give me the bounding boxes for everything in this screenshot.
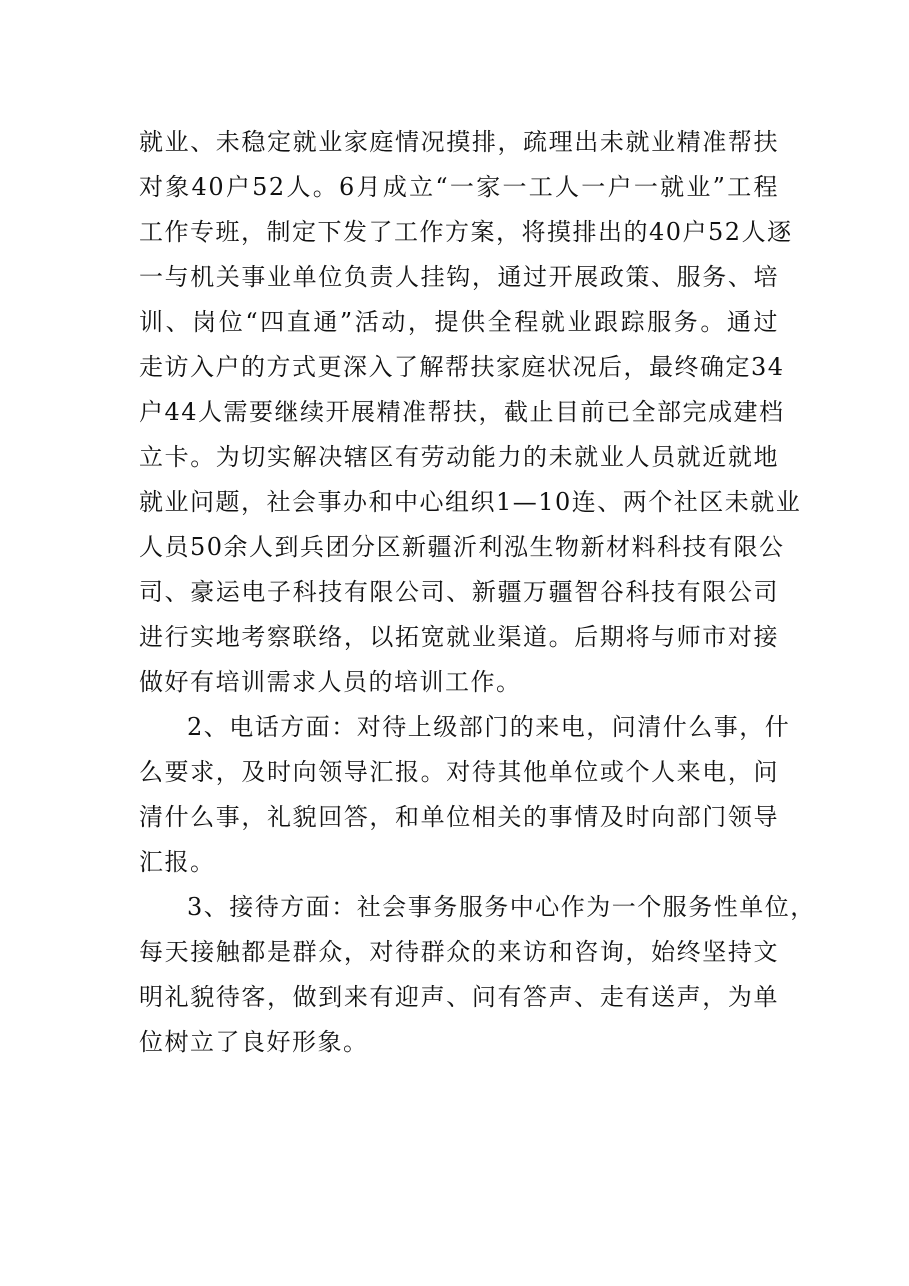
text-line: 就业问题，社会事办和中心组织1—10连、两个社区未就业 bbox=[139, 488, 802, 516]
paragraph-reception bbox=[139, 885, 816, 1065]
text-line: 工作专班，制定下发了工作方案，将摸排出的40户52人逐 bbox=[139, 218, 793, 246]
text-line: 训、岗位“四直通”活动，提供全程就业跟踪服务。通过 bbox=[139, 308, 779, 336]
text-line: 户44人需要继续开展精准帮扶，截止目前已全部完成建档 bbox=[139, 398, 785, 426]
text-line: 3、接待方面：社会事务服务中心作为一个服务性单位， bbox=[187, 893, 816, 921]
body-text bbox=[139, 120, 816, 1065]
text-line: 立卡。为切实解决辖区有劳动能力的未就业人员就近就地 bbox=[139, 443, 779, 471]
paragraph-employment bbox=[139, 120, 802, 705]
text-line: 司、豪运电子科技有限公司、新疆万疆智谷科技有限公司 bbox=[139, 578, 779, 606]
text-line: 每天接触都是群众，对待群众的来访和咨询，始终坚持文 bbox=[139, 938, 779, 966]
text-line: 对象40户52人。6月成立“一家一工人一户一就业”工程 bbox=[139, 173, 779, 201]
text-line: 明礼貌待客，做到来有迎声、问有答声、走有送声，为单 bbox=[139, 983, 779, 1011]
paragraph-phone bbox=[139, 705, 791, 885]
text-line: 就业、未稳定就业家庭情况摸排，疏理出未就业精准帮扶 bbox=[139, 128, 779, 156]
text-line: 位树立了良好形象。 bbox=[139, 1028, 369, 1056]
text-line: 做好有培训需求人员的培训工作。 bbox=[139, 668, 522, 696]
text-line: 进行实地考察联络，以拓宽就业渠道。后期将与师市对接 bbox=[139, 623, 779, 651]
text-line: 人员50余人到兵团分区新疆沂利泓生物新材料科技有限公 bbox=[139, 533, 785, 561]
text-line: 走访入户的方式更深入了解帮扶家庭状况后，最终确定34 bbox=[139, 353, 785, 381]
text-line: 清什么事，礼貌回答，和单位相关的事情及时向部门领导 bbox=[139, 803, 779, 831]
text-line: 么要求，及时向领导汇报。对待其他单位或个人来电，问 bbox=[139, 758, 779, 786]
text-line: 2、电话方面：对待上级部门的来电，问清什么事，什 bbox=[187, 713, 791, 741]
text-line: 一与机关事业单位负责人挂钩，通过开展政策、服务、培 bbox=[139, 263, 779, 291]
text-line: 汇报。 bbox=[139, 848, 216, 876]
